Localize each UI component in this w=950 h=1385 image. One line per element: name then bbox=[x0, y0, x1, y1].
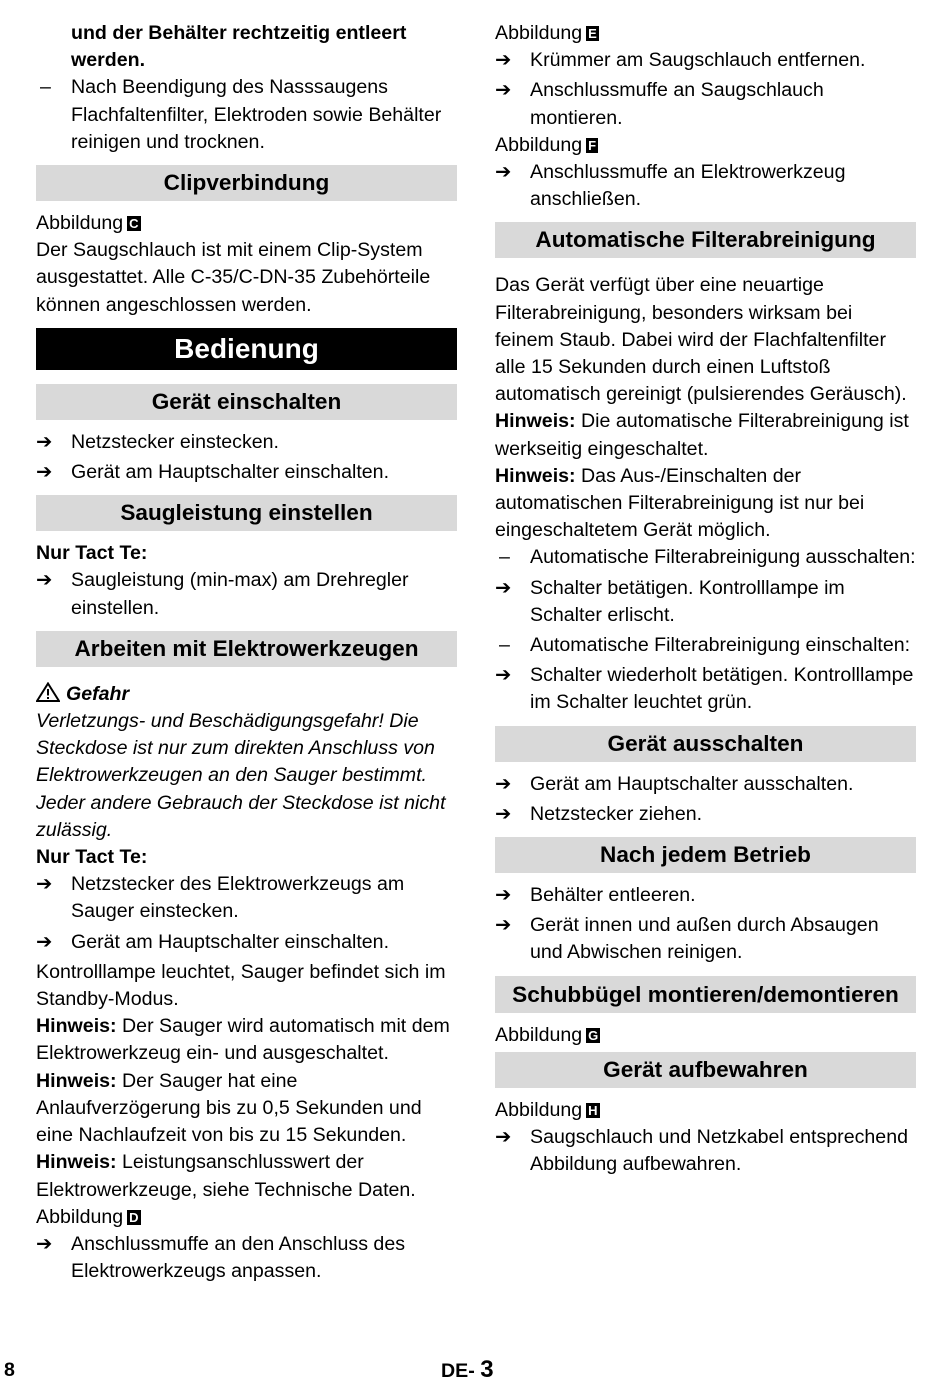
hinweis-text: Das Aus-/Einschalten der automatischen Filterabreinigung ist nur bei eingeschaltetem Gerät möglich. bbox=[495, 464, 865, 542]
hinweis-text: Der Sauger hat eine Anlaufverzögerung bis zu 0,5 Sekunden und eine Nachlaufzeit von bis zu 15 Sekunden. bbox=[36, 1069, 422, 1147]
step-item bbox=[36, 459, 457, 486]
arrow-right-icon: ➔ bbox=[36, 461, 53, 484]
language-page-number: 3 bbox=[480, 1356, 494, 1383]
dash-text: Automatische Filterabreinigung ausschalten: bbox=[530, 546, 916, 569]
step-text: Netzstecker ziehen. bbox=[530, 802, 703, 825]
hinweis-label: Hinweis: bbox=[36, 1069, 117, 1092]
arrow-right-icon: ➔ bbox=[495, 664, 512, 687]
step-item bbox=[36, 871, 457, 925]
arrow-right-icon: ➔ bbox=[36, 930, 53, 953]
dash-item bbox=[495, 544, 916, 571]
step-text: Anschlussmuffe an Elektrowerkzeug anschließen. bbox=[530, 161, 846, 211]
step-item bbox=[36, 567, 457, 621]
arrow-right-icon: ➔ bbox=[495, 914, 512, 937]
hinweis-text: Der Sauger wird automatisch mit dem Elektrowerkzeug ein- und ausgeschaltet. bbox=[36, 1015, 450, 1065]
arrow-right-icon: ➔ bbox=[495, 49, 512, 72]
step-item bbox=[495, 771, 916, 798]
hinweis-paragraph bbox=[36, 1013, 457, 1067]
heading-filterabreinigung: Automatische Filterabreinigung bbox=[495, 222, 916, 258]
nur-tact-label: Nur Tact Te: bbox=[36, 846, 148, 869]
hinweis-paragraph bbox=[495, 463, 916, 545]
arrow-right-icon: ➔ bbox=[495, 79, 512, 102]
figure-ref-g bbox=[495, 1022, 916, 1049]
figure-badge-e: E bbox=[588, 26, 597, 41]
right-column bbox=[495, 20, 916, 1179]
dash-text: Automatische Filterabreinigung einschalten: bbox=[530, 634, 911, 657]
arrow-right-icon: ➔ bbox=[495, 576, 512, 599]
arrow-right-icon: ➔ bbox=[36, 873, 53, 896]
arrow-right-icon: ➔ bbox=[495, 161, 512, 184]
clip-paragraph: Der Saugschlauch ist mit einem Clip-System ausgestattet. Alle C-35/C-DN-35 Zubehörteile können angeschlossen werden. bbox=[36, 239, 431, 316]
language-code-prefix: DE- bbox=[441, 1360, 475, 1382]
kontroll-paragraph: Kontrolllampe leuchtet, Sauger befindet sich im Standby-Modus. bbox=[36, 960, 446, 1011]
arrow-right-icon: ➔ bbox=[36, 569, 53, 592]
dash-item bbox=[495, 632, 916, 659]
step-item bbox=[36, 429, 457, 456]
step-item bbox=[495, 77, 916, 131]
step-item bbox=[495, 159, 916, 213]
step-item bbox=[495, 912, 916, 966]
intro-bold-text: und der Behälter rechtzeitig entleert werden. bbox=[71, 22, 407, 72]
heading-clipverbindung: Clipverbindung bbox=[36, 165, 457, 201]
hinweis-paragraph bbox=[495, 408, 916, 462]
step-item bbox=[36, 1231, 457, 1285]
gefahr-heading bbox=[36, 681, 457, 708]
figure-ref-label: Abbildung bbox=[495, 133, 583, 156]
heading-nach-jedem-betrieb: Nach jedem Betrieb bbox=[495, 837, 916, 873]
heading-bedienung: Bedienung bbox=[36, 328, 457, 370]
step-text: Behälter entleeren. bbox=[530, 884, 696, 907]
step-text: Gerät am Hauptschalter einschalten. bbox=[71, 930, 390, 953]
hinweis-paragraph bbox=[36, 1068, 457, 1150]
step-text: Anschlussmuffe an Saugschlauch montieren. bbox=[530, 79, 824, 129]
dash-marker: – bbox=[499, 546, 510, 569]
step-item bbox=[495, 801, 916, 828]
heading-geraet-ausschalten: Gerät ausschalten bbox=[495, 726, 916, 762]
intro-dash-item bbox=[36, 74, 457, 156]
heading-elektrowerkzeuge: Arbeiten mit Elektrowerkzeugen bbox=[36, 631, 457, 667]
step-item bbox=[495, 575, 916, 629]
step-text: Saugschlauch und Netzkabel entsprechend Abbildung aufbewahren. bbox=[530, 1126, 908, 1176]
gefahr-label: Gefahr bbox=[66, 682, 130, 705]
step-text: Netzstecker einstecken. bbox=[71, 430, 280, 453]
figure-ref-label: Abbildung bbox=[36, 1205, 124, 1228]
step-text: Gerät innen und außen durch Absaugen und Abwischen reinigen. bbox=[530, 914, 879, 964]
warning-triangle-icon bbox=[36, 682, 60, 702]
step-text: Saugleistung (min-max) am Drehregler einstellen. bbox=[71, 569, 409, 619]
dash-marker: – bbox=[499, 634, 510, 657]
step-item bbox=[495, 662, 916, 716]
figure-ref-e bbox=[495, 20, 916, 47]
heading-geraet-aufbewahren: Gerät aufbewahren bbox=[495, 1052, 916, 1088]
figure-badge-g: G bbox=[588, 1027, 599, 1043]
figure-ref-label: Abbildung bbox=[36, 212, 124, 235]
step-text: Anschlussmuffe an den Anschluss des Elektrowerkzeugs anpassen. bbox=[71, 1232, 406, 1283]
intro-dash-text: Nach Beendigung des Nasssaugens Flachfaltenfilter, Elektroden sowie Behälter reinigen und trocknen. bbox=[71, 76, 442, 153]
arrow-right-icon: ➔ bbox=[495, 884, 512, 907]
figure-ref-c bbox=[36, 210, 457, 237]
step-item bbox=[36, 929, 457, 956]
figure-badge-d: D bbox=[129, 1209, 139, 1225]
figure-badge-f: F bbox=[588, 137, 597, 153]
arrow-right-icon: ➔ bbox=[495, 1126, 512, 1149]
step-text: Schalter wiederholt betätigen. Kontrolllampe im Schalter leuchtet grün. bbox=[530, 664, 914, 714]
page-number: 8 bbox=[4, 1359, 15, 1381]
arrow-right-icon: ➔ bbox=[495, 802, 512, 825]
hinweis-label: Hinweis: bbox=[36, 1151, 117, 1174]
step-item bbox=[495, 47, 916, 74]
arrow-right-icon: ➔ bbox=[36, 1232, 53, 1255]
figure-badge-c: C bbox=[129, 216, 139, 232]
step-item bbox=[495, 882, 916, 909]
nur-tact-label: Nur Tact Te: bbox=[36, 542, 148, 565]
hinweis-label: Hinweis: bbox=[495, 410, 576, 433]
step-text: Gerät am Hauptschalter ausschalten. bbox=[530, 772, 854, 795]
gefahr-text: Verletzungs- und Beschädigungsgefahr! Die Steckdose ist nur zum direkten Anschluss von Elektrowerkzeugen an den Sauger bestimmt. Jeder andere Gebrauch der Steckdose ist nicht zulässig. bbox=[36, 710, 446, 841]
hinweis-label: Hinweis: bbox=[36, 1015, 117, 1038]
hinweis-label: Hinweis: bbox=[495, 464, 576, 487]
step-text: Netzstecker des Elektrowerkzeugs am Sauger einstecken. bbox=[71, 873, 405, 923]
heading-schubbuegel: Schubbügel montieren/demontieren bbox=[495, 976, 916, 1013]
hinweis-text: Die automatische Filterabreinigung ist werkseitig eingeschaltet. bbox=[495, 410, 909, 460]
step-text: Gerät am Hauptschalter einschalten. bbox=[71, 461, 390, 484]
figure-ref-d bbox=[36, 1204, 457, 1231]
filter-paragraph: Das Gerät verfügt über eine neuartige Filterabreinigung, besonders wirksam bei feinem Staub. Dabei wird der Flachfaltenfilter alle 15 Sekunden durch einen Luftstoß automatisch gereinigt (pulsierendes Geräusch). bbox=[495, 274, 907, 406]
figure-ref-label: Abbildung bbox=[495, 1023, 583, 1046]
step-text: Schalter betätigen. Kontrolllampe im Schalter erlischt. bbox=[530, 576, 845, 626]
figure-ref-label: Abbildung bbox=[495, 22, 583, 44]
figure-ref-h bbox=[495, 1097, 916, 1124]
hinweis-text: Leistungsanschlusswert der Elektrowerkzeuge, siehe Technische Daten. bbox=[36, 1151, 416, 1201]
figure-badge-h: H bbox=[588, 1102, 598, 1118]
heading-saugleistung: Saugleistung einstellen bbox=[36, 495, 457, 531]
dash-marker: – bbox=[40, 76, 51, 99]
left-column bbox=[36, 20, 457, 1285]
figure-ref-f bbox=[495, 132, 916, 159]
heading-geraet-einschalten: Gerät einschalten bbox=[36, 384, 457, 420]
step-item bbox=[495, 1124, 916, 1178]
hinweis-paragraph bbox=[36, 1149, 457, 1203]
arrow-right-icon: ➔ bbox=[495, 772, 512, 795]
arrow-right-icon: ➔ bbox=[36, 430, 53, 453]
step-text: Krümmer am Saugschlauch entfernen. bbox=[530, 49, 866, 72]
figure-ref-label: Abbildung bbox=[495, 1098, 583, 1121]
